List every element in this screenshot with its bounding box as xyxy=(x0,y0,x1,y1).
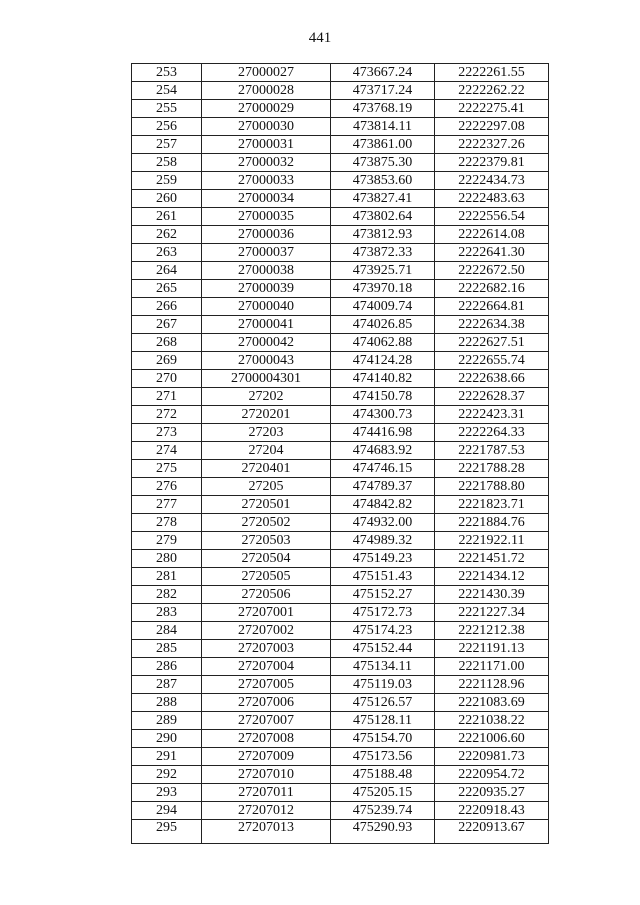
x-coordinate-cell: 474124.28 xyxy=(331,352,435,370)
row-index-cell: 292 xyxy=(132,766,202,784)
y-coordinate-cell: 2221171.00 xyxy=(435,658,549,676)
point-id-cell: 27207001 xyxy=(202,604,331,622)
table-row xyxy=(132,100,549,118)
table-row xyxy=(132,442,549,460)
table-row xyxy=(132,136,549,154)
point-id-cell: 27000030 xyxy=(202,118,331,136)
point-id-cell: 27207013 xyxy=(202,820,331,844)
y-coordinate-cell: 2222655.74 xyxy=(435,352,549,370)
row-index-cell: 276 xyxy=(132,478,202,496)
row-index-cell: 291 xyxy=(132,748,202,766)
x-coordinate-cell: 474140.82 xyxy=(331,370,435,388)
point-id-cell: 27000042 xyxy=(202,334,331,352)
y-coordinate-cell: 2221038.22 xyxy=(435,712,549,730)
row-index-cell: 288 xyxy=(132,694,202,712)
row-index-cell: 273 xyxy=(132,424,202,442)
table-row xyxy=(132,172,549,190)
table-row xyxy=(132,424,549,442)
row-index-cell: 280 xyxy=(132,550,202,568)
point-id-cell: 27000033 xyxy=(202,172,331,190)
table-row xyxy=(132,226,549,244)
row-index-cell: 290 xyxy=(132,730,202,748)
x-coordinate-cell: 474009.74 xyxy=(331,298,435,316)
row-index-cell: 264 xyxy=(132,262,202,280)
row-index-cell: 261 xyxy=(132,208,202,226)
point-id-cell: 27202 xyxy=(202,388,331,406)
point-id-cell: 27207004 xyxy=(202,658,331,676)
y-coordinate-cell: 2222672.50 xyxy=(435,262,549,280)
y-coordinate-cell: 2221884.76 xyxy=(435,514,549,532)
row-index-cell: 259 xyxy=(132,172,202,190)
point-id-cell: 27207009 xyxy=(202,748,331,766)
y-coordinate-cell: 2221451.72 xyxy=(435,550,549,568)
y-coordinate-cell: 2221922.11 xyxy=(435,532,549,550)
y-coordinate-cell: 2222262.22 xyxy=(435,82,549,100)
table-row xyxy=(132,568,549,586)
y-coordinate-cell: 2221083.69 xyxy=(435,694,549,712)
x-coordinate-cell: 475134.11 xyxy=(331,658,435,676)
row-index-cell: 279 xyxy=(132,532,202,550)
table-row xyxy=(132,334,549,352)
point-id-cell: 27207005 xyxy=(202,676,331,694)
table-row xyxy=(132,748,549,766)
point-id-cell: 27000039 xyxy=(202,280,331,298)
y-coordinate-cell: 2222628.37 xyxy=(435,388,549,406)
x-coordinate-cell: 474789.37 xyxy=(331,478,435,496)
x-coordinate-cell: 473872.33 xyxy=(331,244,435,262)
x-coordinate-cell: 473667.24 xyxy=(331,64,435,82)
x-coordinate-cell: 475119.03 xyxy=(331,676,435,694)
y-coordinate-cell: 2222327.26 xyxy=(435,136,549,154)
table-row xyxy=(132,820,549,844)
point-id-cell: 27000038 xyxy=(202,262,331,280)
table-row xyxy=(132,802,549,820)
point-id-cell: 27207006 xyxy=(202,694,331,712)
point-id-cell: 27000035 xyxy=(202,208,331,226)
y-coordinate-cell: 2222664.81 xyxy=(435,298,549,316)
point-id-cell: 2720201 xyxy=(202,406,331,424)
table-row xyxy=(132,532,549,550)
table-row xyxy=(132,658,549,676)
x-coordinate-cell: 473717.24 xyxy=(331,82,435,100)
row-index-cell: 257 xyxy=(132,136,202,154)
x-coordinate-cell: 474746.15 xyxy=(331,460,435,478)
point-id-cell: 2720506 xyxy=(202,586,331,604)
row-index-cell: 270 xyxy=(132,370,202,388)
row-index-cell: 283 xyxy=(132,604,202,622)
x-coordinate-cell: 474416.98 xyxy=(331,424,435,442)
row-index-cell: 256 xyxy=(132,118,202,136)
coordinates-table-wrapper xyxy=(131,63,549,844)
x-coordinate-cell: 475188.48 xyxy=(331,766,435,784)
row-index-cell: 278 xyxy=(132,514,202,532)
table-row xyxy=(132,280,549,298)
point-id-cell: 2720504 xyxy=(202,550,331,568)
x-coordinate-cell: 473802.64 xyxy=(331,208,435,226)
point-id-cell: 27207010 xyxy=(202,766,331,784)
row-index-cell: 268 xyxy=(132,334,202,352)
x-coordinate-cell: 473814.11 xyxy=(331,118,435,136)
x-coordinate-cell: 474062.88 xyxy=(331,334,435,352)
x-coordinate-cell: 473853.60 xyxy=(331,172,435,190)
coordinates-table xyxy=(131,63,549,844)
table-row xyxy=(132,640,549,658)
table-row xyxy=(132,550,549,568)
row-index-cell: 287 xyxy=(132,676,202,694)
y-coordinate-cell: 2220954.72 xyxy=(435,766,549,784)
point-id-cell: 27000032 xyxy=(202,154,331,172)
row-index-cell: 284 xyxy=(132,622,202,640)
row-index-cell: 255 xyxy=(132,100,202,118)
y-coordinate-cell: 2222264.33 xyxy=(435,424,549,442)
x-coordinate-cell: 475152.27 xyxy=(331,586,435,604)
table-row xyxy=(132,316,549,334)
y-coordinate-cell: 2221430.39 xyxy=(435,586,549,604)
row-index-cell: 258 xyxy=(132,154,202,172)
y-coordinate-cell: 2222483.63 xyxy=(435,190,549,208)
point-id-cell: 27000027 xyxy=(202,64,331,82)
x-coordinate-cell: 475151.43 xyxy=(331,568,435,586)
y-coordinate-cell: 2222379.81 xyxy=(435,154,549,172)
point-id-cell: 27205 xyxy=(202,478,331,496)
table-row xyxy=(132,388,549,406)
y-coordinate-cell: 2221823.71 xyxy=(435,496,549,514)
table-row xyxy=(132,586,549,604)
coordinates-table-body xyxy=(132,64,549,844)
row-index-cell: 294 xyxy=(132,802,202,820)
table-row xyxy=(132,712,549,730)
point-id-cell: 27207011 xyxy=(202,784,331,802)
x-coordinate-cell: 474026.85 xyxy=(331,316,435,334)
x-coordinate-cell: 475290.93 xyxy=(331,820,435,844)
y-coordinate-cell: 2221788.80 xyxy=(435,478,549,496)
x-coordinate-cell: 475239.74 xyxy=(331,802,435,820)
point-id-cell: 2700004301 xyxy=(202,370,331,388)
y-coordinate-cell: 2222434.73 xyxy=(435,172,549,190)
point-id-cell: 27000029 xyxy=(202,100,331,118)
y-coordinate-cell: 2220913.67 xyxy=(435,820,549,844)
y-coordinate-cell: 2221191.13 xyxy=(435,640,549,658)
table-row xyxy=(132,298,549,316)
table-row xyxy=(132,82,549,100)
table-row xyxy=(132,118,549,136)
x-coordinate-cell: 473812.93 xyxy=(331,226,435,244)
row-index-cell: 265 xyxy=(132,280,202,298)
y-coordinate-cell: 2220918.43 xyxy=(435,802,549,820)
x-coordinate-cell: 475174.23 xyxy=(331,622,435,640)
row-index-cell: 271 xyxy=(132,388,202,406)
point-id-cell: 27207012 xyxy=(202,802,331,820)
x-coordinate-cell: 475152.44 xyxy=(331,640,435,658)
table-row xyxy=(132,766,549,784)
row-index-cell: 274 xyxy=(132,442,202,460)
table-row xyxy=(132,622,549,640)
row-index-cell: 253 xyxy=(132,64,202,82)
y-coordinate-cell: 2222682.16 xyxy=(435,280,549,298)
point-id-cell: 27000040 xyxy=(202,298,331,316)
x-coordinate-cell: 474683.92 xyxy=(331,442,435,460)
table-row xyxy=(132,154,549,172)
y-coordinate-cell: 2222641.30 xyxy=(435,244,549,262)
x-coordinate-cell: 473768.19 xyxy=(331,100,435,118)
x-coordinate-cell: 473925.71 xyxy=(331,262,435,280)
point-id-cell: 2720503 xyxy=(202,532,331,550)
row-index-cell: 277 xyxy=(132,496,202,514)
y-coordinate-cell: 2222634.38 xyxy=(435,316,549,334)
y-coordinate-cell: 2222556.54 xyxy=(435,208,549,226)
table-row xyxy=(132,514,549,532)
x-coordinate-cell: 475154.70 xyxy=(331,730,435,748)
y-coordinate-cell: 2222614.08 xyxy=(435,226,549,244)
row-index-cell: 281 xyxy=(132,568,202,586)
x-coordinate-cell: 474842.82 xyxy=(331,496,435,514)
point-id-cell: 27000028 xyxy=(202,82,331,100)
table-row xyxy=(132,370,549,388)
point-id-cell: 27000037 xyxy=(202,244,331,262)
row-index-cell: 267 xyxy=(132,316,202,334)
point-id-cell: 27000036 xyxy=(202,226,331,244)
point-id-cell: 27000043 xyxy=(202,352,331,370)
point-id-cell: 27000041 xyxy=(202,316,331,334)
table-row xyxy=(132,460,549,478)
table-row xyxy=(132,64,549,82)
y-coordinate-cell: 2222261.55 xyxy=(435,64,549,82)
point-id-cell: 2720502 xyxy=(202,514,331,532)
y-coordinate-cell: 2221787.53 xyxy=(435,442,549,460)
y-coordinate-cell: 2221227.34 xyxy=(435,604,549,622)
row-index-cell: 295 xyxy=(132,820,202,844)
y-coordinate-cell: 2222638.66 xyxy=(435,370,549,388)
x-coordinate-cell: 474932.00 xyxy=(331,514,435,532)
point-id-cell: 2720505 xyxy=(202,568,331,586)
row-index-cell: 263 xyxy=(132,244,202,262)
point-id-cell: 27207008 xyxy=(202,730,331,748)
x-coordinate-cell: 475126.57 xyxy=(331,694,435,712)
row-index-cell: 254 xyxy=(132,82,202,100)
table-row xyxy=(132,676,549,694)
row-index-cell: 293 xyxy=(132,784,202,802)
table-row xyxy=(132,352,549,370)
y-coordinate-cell: 2220981.73 xyxy=(435,748,549,766)
table-row xyxy=(132,604,549,622)
row-index-cell: 282 xyxy=(132,586,202,604)
y-coordinate-cell: 2221128.96 xyxy=(435,676,549,694)
x-coordinate-cell: 475205.15 xyxy=(331,784,435,802)
table-row xyxy=(132,208,549,226)
x-coordinate-cell: 475149.23 xyxy=(331,550,435,568)
table-row xyxy=(132,730,549,748)
table-row xyxy=(132,784,549,802)
y-coordinate-cell: 2220935.27 xyxy=(435,784,549,802)
table-row xyxy=(132,244,549,262)
point-id-cell: 27203 xyxy=(202,424,331,442)
table-row xyxy=(132,262,549,280)
row-index-cell: 286 xyxy=(132,658,202,676)
x-coordinate-cell: 473861.00 xyxy=(331,136,435,154)
point-id-cell: 27000034 xyxy=(202,190,331,208)
x-coordinate-cell: 473970.18 xyxy=(331,280,435,298)
row-index-cell: 260 xyxy=(132,190,202,208)
x-coordinate-cell: 475173.56 xyxy=(331,748,435,766)
point-id-cell: 2720401 xyxy=(202,460,331,478)
y-coordinate-cell: 2221212.38 xyxy=(435,622,549,640)
point-id-cell: 27207002 xyxy=(202,622,331,640)
row-index-cell: 269 xyxy=(132,352,202,370)
x-coordinate-cell: 474300.73 xyxy=(331,406,435,424)
x-coordinate-cell: 475128.11 xyxy=(331,712,435,730)
table-row xyxy=(132,190,549,208)
page-number: 441 xyxy=(308,30,332,46)
y-coordinate-cell: 2222297.08 xyxy=(435,118,549,136)
y-coordinate-cell: 2221006.60 xyxy=(435,730,549,748)
point-id-cell: 27207003 xyxy=(202,640,331,658)
point-id-cell: 2720501 xyxy=(202,496,331,514)
table-row xyxy=(132,406,549,424)
row-index-cell: 266 xyxy=(132,298,202,316)
y-coordinate-cell: 2221434.12 xyxy=(435,568,549,586)
row-index-cell: 285 xyxy=(132,640,202,658)
x-coordinate-cell: 474989.32 xyxy=(331,532,435,550)
row-index-cell: 272 xyxy=(132,406,202,424)
point-id-cell: 27204 xyxy=(202,442,331,460)
x-coordinate-cell: 473875.30 xyxy=(331,154,435,172)
x-coordinate-cell: 475172.73 xyxy=(331,604,435,622)
row-index-cell: 275 xyxy=(132,460,202,478)
table-row xyxy=(132,496,549,514)
y-coordinate-cell: 2221788.28 xyxy=(435,460,549,478)
point-id-cell: 27000031 xyxy=(202,136,331,154)
x-coordinate-cell: 474150.78 xyxy=(331,388,435,406)
table-row xyxy=(132,694,549,712)
x-coordinate-cell: 473827.41 xyxy=(331,190,435,208)
row-index-cell: 289 xyxy=(132,712,202,730)
table-row xyxy=(132,478,549,496)
point-id-cell: 27207007 xyxy=(202,712,331,730)
y-coordinate-cell: 2222627.51 xyxy=(435,334,549,352)
row-index-cell: 262 xyxy=(132,226,202,244)
y-coordinate-cell: 2222423.31 xyxy=(435,406,549,424)
y-coordinate-cell: 2222275.41 xyxy=(435,100,549,118)
